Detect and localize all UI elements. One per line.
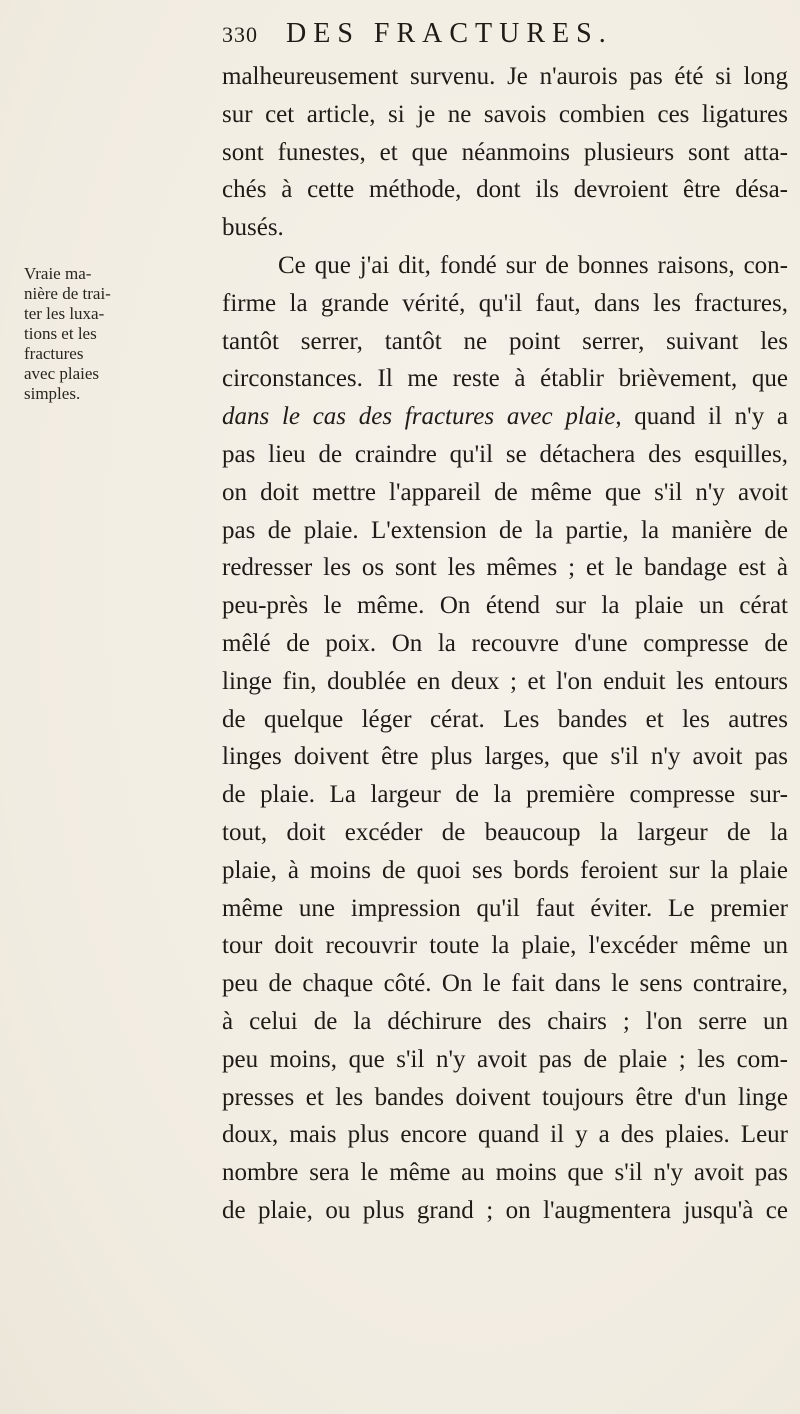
text-line: chés à cette méthode, dont ils devroient être désa- xyxy=(222,176,788,204)
margin-note-line: tions et les xyxy=(24,324,97,343)
text-line: pas lieu de craindre qu'il se détachera des esquilles, xyxy=(222,440,788,468)
margin-note-line: ter les luxa- xyxy=(24,304,105,323)
text-line: de plaie. La largeur de la première compresse sur- xyxy=(222,781,788,809)
text-line: linges doivent être plus larges, que s'il n'y avoit pas xyxy=(222,743,788,771)
text-line: plaie, à moins de quoi ses bords feroient sur la plaie xyxy=(222,856,788,884)
margin-note-line: simples. xyxy=(24,384,81,403)
page-number: 330 xyxy=(222,22,258,47)
italic-phrase: dans le cas des fractures avec plaie xyxy=(222,403,616,431)
text-line: de plaie, ou plus grand ; on l'augmentera jusqu'à ce xyxy=(222,1196,788,1224)
text-line: mêlé de poix. On la recouvre d'une compresse de xyxy=(222,629,788,657)
text-line: on doit mettre l'appareil de même que s'il n'y avoit xyxy=(222,478,788,506)
text-line: nombre sera le même au moins que s'il n'y avoit pas xyxy=(222,1159,788,1187)
text-line: peu-près le même. On étend sur la plaie un cérat xyxy=(222,592,788,620)
text-line: de quelque léger cérat. Les bandes et les autres xyxy=(222,705,788,733)
text-line: doux, mais plus encore quand il y a des plaies. Leur xyxy=(222,1121,788,1149)
margin-note-line: fractures xyxy=(24,344,84,363)
text-line-rest: , quand il n'y a xyxy=(615,403,788,431)
text-line-with-italic xyxy=(222,398,788,436)
text-line: même une impression qu'il faut éviter. Le premier xyxy=(222,894,788,922)
text-line: sont funestes, et que néanmoins plusieurs sont atta- xyxy=(222,138,788,166)
text-line: peu de chaque côté. On le fait dans le sens contraire, xyxy=(222,970,788,998)
text-line: malheureusement survenu. Je n'aurois pas été si long xyxy=(222,63,788,90)
margin-note xyxy=(24,264,194,404)
page-header xyxy=(222,18,782,52)
text-line: tantôt serrer, tantôt ne point serrer, suivant les xyxy=(222,327,788,355)
body-text xyxy=(222,58,788,1230)
text-line: Ce que j'ai dit, fondé sur de bonnes raisons, con- xyxy=(278,251,788,279)
text-line: circonstances. Il me reste à établir brièvement, que xyxy=(222,365,788,393)
text-line: redresser les os sont les mêmes ; et le bandage est à xyxy=(222,554,788,582)
text-line: à celui de la déchirure des chairs ; l'on serre un xyxy=(222,1007,788,1035)
text-line: tour doit recouvrir toute la plaie, l'excéder même un xyxy=(222,932,788,960)
running-head: DES FRACTURES. xyxy=(286,18,613,49)
text-line: firme la grande vérité, qu'il faut, dans les fractures, xyxy=(222,289,788,317)
margin-note-line: nière de trai- xyxy=(24,284,111,303)
text-line: busés. xyxy=(222,214,284,242)
text-line: linge fin, doublée en deux ; et l'on enduit les entours xyxy=(222,667,788,695)
text-line: tout, doit excéder de beaucoup la largeur de la xyxy=(222,818,788,846)
text-line: presses et les bandes doivent toujours être d'un linge xyxy=(222,1083,788,1111)
margin-note-line: avec plaies xyxy=(24,364,100,383)
text-line: pas de plaie. L'extension de la partie, la manière de xyxy=(222,516,788,544)
margin-note-line: Vraie ma- xyxy=(24,264,92,283)
text-line: peu moins, que s'il n'y avoit pas de plaie ; les com- xyxy=(222,1045,788,1073)
text-line: sur cet article, si je ne savois combien ces ligatures xyxy=(222,100,788,128)
